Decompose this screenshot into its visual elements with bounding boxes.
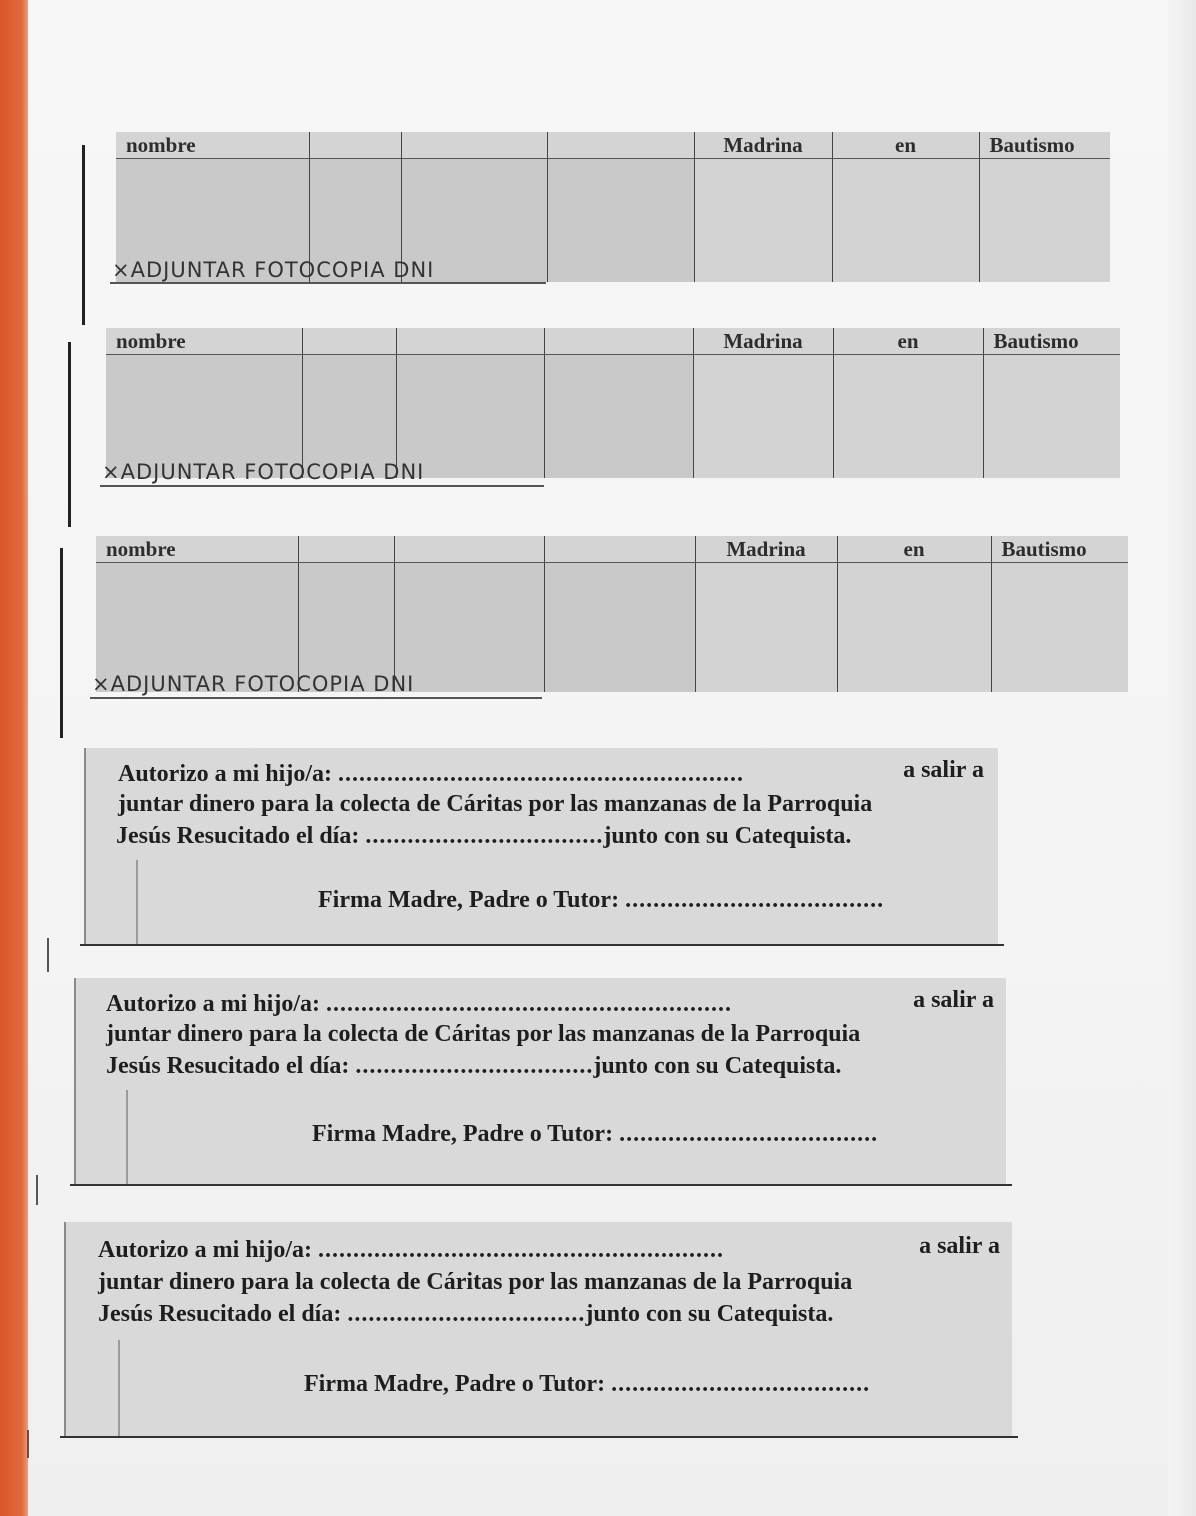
column-header-cut xyxy=(302,328,396,355)
table-cell[interactable] xyxy=(979,159,1110,283)
slip-border xyxy=(84,748,86,944)
slip-border xyxy=(64,1222,66,1436)
catechist-text: junto con su Catequista. xyxy=(585,1301,834,1327)
table-cell[interactable] xyxy=(991,563,1128,693)
catechist-text: junto con su Catequista. xyxy=(603,823,852,849)
authorization-line-1-end: a salir a xyxy=(903,757,984,783)
date-label: Jesús Resucitado el día: xyxy=(98,1301,342,1327)
table-cell[interactable] xyxy=(544,563,695,693)
signature-field[interactable]: ..................................... xyxy=(625,887,885,913)
column-header-cut xyxy=(298,536,394,563)
cut-mark xyxy=(68,342,71,527)
column-header-nombre: nombre xyxy=(106,328,302,355)
table-cell[interactable] xyxy=(693,355,833,479)
signature-line xyxy=(312,1118,878,1150)
column-header-cut xyxy=(544,328,693,355)
child-name-field[interactable]: .......................................................... xyxy=(337,761,744,787)
authorization-line-2: juntar dinero para la colecta de Cáritas por las manzanas de la Parroquia xyxy=(106,1021,861,1047)
signature-label: Firma Madre, Padre o Tutor: xyxy=(318,887,620,913)
signature-field[interactable]: ..................................... xyxy=(611,1371,871,1397)
slip-bottom-rule xyxy=(70,1184,1012,1186)
table-cell[interactable] xyxy=(544,355,693,479)
column-header-cut xyxy=(396,328,544,355)
background-edge xyxy=(1166,0,1196,1516)
column-header-madrina: Madrina xyxy=(693,328,833,355)
authorization-line-1 xyxy=(98,1234,724,1266)
child-name-field[interactable]: .......................................................... xyxy=(317,1237,724,1263)
slip-rule xyxy=(136,860,138,944)
baptism-table xyxy=(106,328,1120,478)
baseline xyxy=(100,485,544,487)
authorization-line-1 xyxy=(106,988,732,1020)
authorization-line-1-end: a salir a xyxy=(913,987,994,1013)
signature-label: Firma Madre, Padre o Tutor: xyxy=(312,1121,614,1147)
date-label: Jesús Resucitado el día: xyxy=(116,823,360,849)
handwritten-note: ×ADJUNTAR FOTOCOPIA DNI xyxy=(112,258,435,282)
authorization-line-2: juntar dinero para la colecta de Cáritas por las manzanas de la Parroquia xyxy=(98,1269,853,1295)
column-header-en: en xyxy=(832,132,979,159)
column-header-bautismo: Bautismo xyxy=(979,132,1110,159)
column-header-madrina: Madrina xyxy=(695,536,837,563)
table-cell[interactable] xyxy=(394,563,544,693)
cut-mark xyxy=(27,1430,29,1458)
authorization-slip xyxy=(74,978,1006,1184)
signature-line xyxy=(304,1368,870,1400)
table-cell[interactable] xyxy=(832,159,979,283)
column-header-cut xyxy=(401,132,547,159)
handwritten-note: ×ADJUNTAR FOTOCOPIA DNI xyxy=(92,672,415,696)
slip-bottom-rule xyxy=(80,944,1004,946)
cut-mark xyxy=(47,938,49,972)
child-name-field[interactable]: .......................................................... xyxy=(325,991,732,1017)
signature-field[interactable]: ..................................... xyxy=(619,1121,879,1147)
column-header-en: en xyxy=(837,536,991,563)
table-cell[interactable] xyxy=(983,355,1120,479)
column-header-nombre: nombre xyxy=(116,132,309,159)
column-header-cut xyxy=(309,132,401,159)
authorization-line-1 xyxy=(118,758,744,790)
cut-mark xyxy=(60,548,63,738)
table-cell[interactable] xyxy=(833,355,983,479)
column-header-madrina: Madrina xyxy=(694,132,832,159)
date-label: Jesús Resucitado el día: xyxy=(106,1053,350,1079)
baseline xyxy=(90,697,542,699)
slip-rule xyxy=(126,1090,128,1184)
signature-line xyxy=(318,884,884,916)
table-cell[interactable] xyxy=(694,159,832,283)
authorization-line-3 xyxy=(116,820,851,852)
baseline xyxy=(110,282,546,284)
date-field[interactable]: .................................. xyxy=(347,1301,586,1327)
handwritten-note: ×ADJUNTAR FOTOCOPIA DNI xyxy=(102,460,425,484)
column-header-bautismo: Bautismo xyxy=(983,328,1120,355)
column-header-cut xyxy=(394,536,544,563)
authorization-line-3 xyxy=(98,1298,833,1330)
slip-border xyxy=(74,978,76,1184)
table-cell[interactable] xyxy=(547,159,694,283)
table-cell[interactable] xyxy=(695,563,837,693)
date-field[interactable]: .................................. xyxy=(365,823,604,849)
child-name-label: Autorizo a mi hijo/a: xyxy=(106,991,320,1017)
authorization-line-1-end: a salir a xyxy=(919,1233,1000,1259)
slip-bottom-rule xyxy=(60,1436,1018,1438)
cut-mark xyxy=(36,1175,38,1205)
authorization-line-3 xyxy=(106,1050,841,1082)
catechist-text: junto con su Catequista. xyxy=(593,1053,842,1079)
slip-rule xyxy=(118,1340,120,1436)
cut-mark xyxy=(82,145,85,325)
authorization-line-2: juntar dinero para la colecta de Cáritas por las manzanas de la Parroquia xyxy=(118,791,873,817)
table-cell[interactable] xyxy=(837,563,991,693)
baptism-table xyxy=(96,536,1128,692)
column-header-cut xyxy=(547,132,694,159)
column-header-en: en xyxy=(833,328,983,355)
signature-label: Firma Madre, Padre o Tutor: xyxy=(304,1371,606,1397)
column-header-cut xyxy=(544,536,695,563)
date-field[interactable]: .................................. xyxy=(355,1053,594,1079)
child-name-label: Autorizo a mi hijo/a: xyxy=(98,1237,312,1263)
authorization-slip xyxy=(84,748,998,944)
column-header-nombre: nombre xyxy=(96,536,298,563)
authorization-slip xyxy=(64,1222,1012,1436)
column-header-bautismo: Bautismo xyxy=(991,536,1128,563)
child-name-label: Autorizo a mi hijo/a: xyxy=(118,761,332,787)
